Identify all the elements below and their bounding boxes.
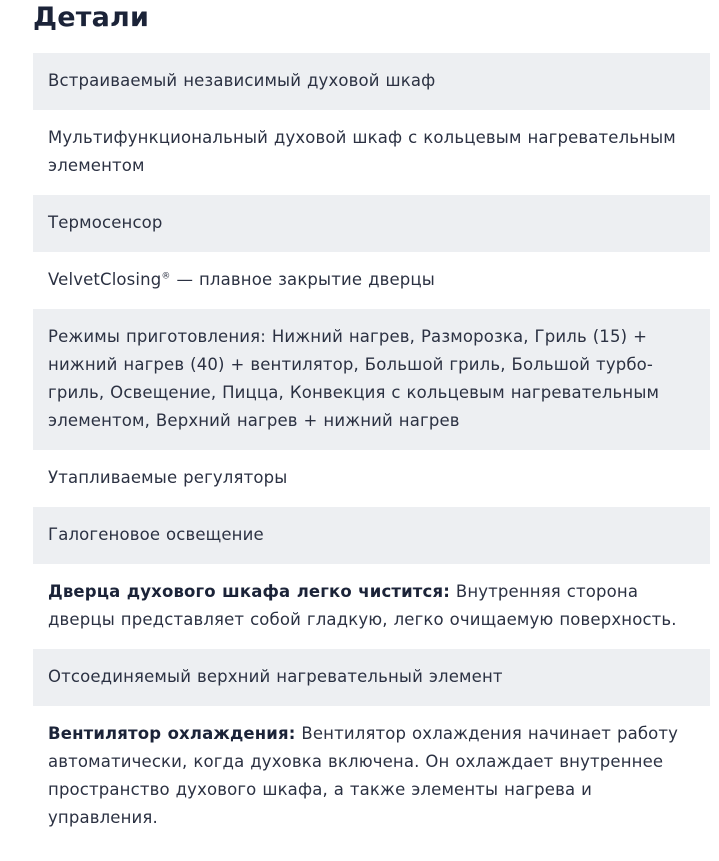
feature-text: Галогеновое освещение xyxy=(48,525,264,544)
feature-list xyxy=(33,53,710,847)
feature-text: Мультифункциональный духовой шкаф с кольцевым нагревательным элементом xyxy=(48,128,676,175)
feature-item xyxy=(33,309,710,450)
feature-item xyxy=(33,649,710,706)
feature-text: Встраиваемый независимый духовой шкаф xyxy=(48,71,436,90)
feature-text: Режимы приготовления: Нижний нагрев, Разморозка, Гриль (15) + нижний нагрев (40) + вентилятор, Большой гриль, Большой турбо-гриль, Освещение, Пицца, Конвекция с кольцевым нагревательным элементом, Верхний нагрев + нижний нагрев xyxy=(48,327,660,430)
feature-text: Отсоединяемый верхний нагревательный элемент xyxy=(48,667,503,686)
feature-item xyxy=(33,53,710,110)
feature-text: Термосенсор xyxy=(48,213,163,232)
feature-item xyxy=(33,110,710,195)
feature-item xyxy=(33,252,710,309)
feature-brand: VelvetClosing xyxy=(48,270,162,289)
feature-label: Дверца духового шкафа легко чистится: xyxy=(48,582,450,601)
feature-label: Вентилятор охлаждения: xyxy=(48,724,296,743)
feature-item xyxy=(33,507,710,564)
feature-text: Утапливаемые регуляторы xyxy=(48,468,288,487)
feature-text: Вентилятор охлаждения начинает работу автоматически, когда духовка включена. Он охлаждает внутреннее пространство духового шкафа, а также элементы нагрева и управления. xyxy=(48,724,679,827)
feature-item xyxy=(33,706,710,847)
section-heading: Детали xyxy=(33,2,150,33)
registered-mark: ® xyxy=(161,271,171,282)
feature-item xyxy=(33,564,710,649)
feature-text: — плавное закрытие дверцы xyxy=(170,270,435,289)
feature-text: Внутренняя сторона дверцы представляет собой гладкую, легко очищаемую поверхность. xyxy=(48,582,677,629)
feature-item xyxy=(33,450,710,507)
feature-item xyxy=(33,195,710,252)
